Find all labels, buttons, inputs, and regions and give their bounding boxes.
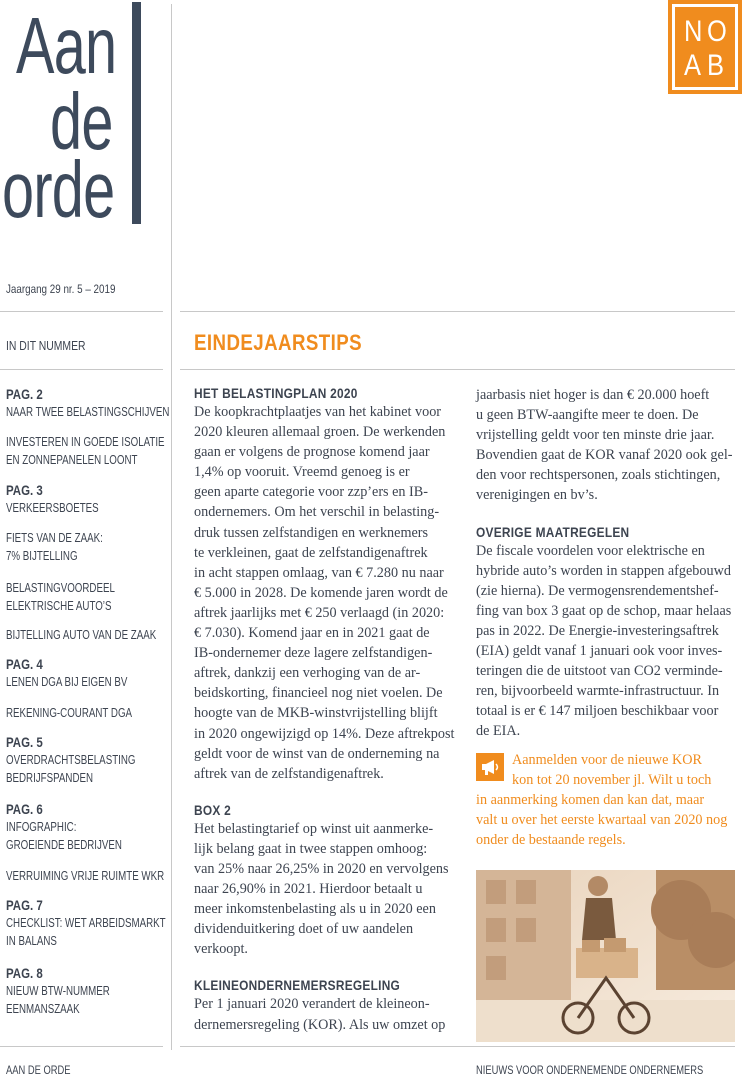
masthead-line-3: orde (2, 145, 115, 234)
column-divider (171, 4, 172, 1050)
paragraph-kor-continued (476, 385, 734, 506)
toc-entry-page-2[interactable] (6, 386, 170, 421)
callout-line: in aanmerking komen dan kan dat, maar (476, 792, 705, 809)
masthead-line-2: de (50, 77, 113, 166)
text-line: ondernemers. Om het verschil in belasting- (194, 504, 440, 521)
section-heading-belastingplan: HET BELASTINGPLAN 2020 (194, 385, 358, 401)
text-line: dernemersregeling (KOR). Als uw omzet op (194, 1016, 446, 1033)
toc-entry-wkr[interactable] (6, 867, 166, 885)
toc-entry-title: REKENING-COURANT DGA (6, 706, 133, 720)
issue-line: Jaargang 29 nr. 5 – 2019 (6, 282, 116, 296)
toc-page-number: PAG. 5 (6, 734, 43, 750)
article-column-1 (194, 384, 455, 1035)
text-line: verkoopt. (194, 941, 248, 958)
callout-line: valt u over het eerste kwartaal van 2020 nog (476, 812, 728, 829)
toc-page-number: PAG. 4 (6, 656, 43, 672)
text-line: den voor rechtspersonen, zoals stichtingen, (476, 467, 721, 484)
main-rule-mid (180, 369, 735, 370)
text-line: u geen BTW-aangifte meer te doen. De (476, 407, 699, 424)
main-title: EINDEJAARSTIPS (194, 330, 363, 355)
footer-rule-left (0, 1046, 163, 1047)
footer-left: AAN DE ORDE (6, 1063, 71, 1077)
text-line: IB-ondernemer deze lagere zelfstandigen- (194, 645, 433, 662)
toc-entry-title: 7% BIJTELLING (6, 549, 78, 563)
article-column-2 (476, 385, 734, 742)
text-line: De fiscale voordelen voor elektrische en (476, 542, 705, 559)
text-line: De koopkrachtplaatjes van het kabinet voor (194, 404, 442, 420)
logo-letter-o: O (707, 15, 727, 48)
callout-line: Aanmelden voor de nieuwe KOR (512, 752, 702, 768)
text-line: ren, bijvoorbeeld warmte-infrastructuur. In (476, 683, 720, 700)
section-heading-kor: KLEINEONDERNEMERSREGELING (194, 977, 401, 994)
main-rule-top (180, 311, 735, 312)
toc-entry-rekening-courant[interactable] (6, 704, 166, 722)
text-line: lijk belang gaat in twee stappen omhoog: (194, 840, 428, 857)
noab-logo (672, 4, 738, 90)
toc-entry-page-4[interactable] (6, 656, 166, 691)
toc-entry-title: BIJTELLING AUTO VAN DE ZAAK (6, 628, 157, 642)
text-line: geldt voor de winst van de onderneming na (194, 745, 440, 762)
text-line: in acht stappen omlaag, van € 7.280 nu naar (194, 564, 444, 581)
text-line: totaal is er € 147 miljoen beschikbaar voor (476, 703, 719, 720)
text-line: aftrek jaarlijks met € 250 verlaagd (in 2020: (194, 604, 445, 621)
toc-entry-title: VERRUIMING VRIJE RUIMTE WKR (6, 869, 165, 883)
text-line: de EIA. (476, 723, 521, 740)
paragraph-box2 (194, 819, 452, 960)
text-line: van 25% naar 26,25% in 2020 en vervolgens (194, 860, 449, 877)
text-line: druk tussen zelfstandigen en werknemers (194, 524, 429, 541)
paragraph-kor (194, 994, 452, 1034)
text-line: teringen die de uitstoot van CO2 verminde- (476, 663, 723, 680)
footer-rule-right (180, 1046, 735, 1047)
toc-entry-title: VERKEERSBOETES (6, 501, 99, 515)
toc-entry-page-6[interactable] (6, 801, 166, 854)
toc-entry-title: EN ZONNEPANELEN LOONT (6, 453, 138, 467)
text-line: hoogte van de MKB-winstvrijstelling blijft (194, 705, 438, 722)
toc-entry-title: NAAR TWEE BELASTINGSCHIJVEN (6, 405, 170, 419)
text-line: aftrek van de zelfstandigenaftrek. (194, 765, 384, 782)
text-line: Het belastingtarief op winst uit aanmerke- (194, 820, 434, 837)
paragraph-belastingplan (194, 402, 455, 784)
text-line: vrijstelling geldt voor ten minste drie jaar. (476, 427, 715, 444)
text-line: te verkleinen, gaat de zelfstandigenaftrek (194, 544, 428, 561)
toc-entry-title: CHECKLIST: WET ARBEIDSMARKT (6, 916, 166, 930)
toc-entry-title: NIEUW BTW-NUMMER (6, 984, 110, 998)
text-line: aftrek, dankzij een verhoging van de ar- (194, 665, 421, 682)
masthead-bar (132, 2, 141, 224)
text-line: € 7.030). Komend jaar en in 2021 gaat de (194, 625, 430, 642)
toc-entry-bijtelling-auto[interactable] (6, 626, 166, 644)
text-line: geen aparte categorie voor zzp’ers en IB- (194, 484, 428, 501)
text-line: meer inkomstenbelasting als u in 2020 een (194, 901, 436, 918)
toc-entry-title: OVERDRACHTSBELASTING (6, 753, 136, 767)
toc-entry-page-7[interactable] (6, 897, 166, 950)
toc-entry-title: BELASTINGVOORDEEL (6, 581, 115, 595)
sidebar-rule-mid (0, 369, 163, 370)
sidebar-heading: IN DIT NUMMER (6, 338, 86, 353)
text-line: gaan er volgens de prognose komend jaar (194, 444, 430, 461)
toc-page-number: PAG. 7 (6, 897, 43, 913)
text-line: fing van box 3 gaat op de schop, maar helaas (476, 602, 732, 619)
text-line: in 2020 ongewijzigd op 14%. Deze aftrekpost (194, 725, 455, 742)
sidebar-rule-top (0, 311, 163, 312)
toc-entry-title: FIETS VAN DE ZAAK: (6, 531, 103, 545)
toc-entry-fiets[interactable] (6, 529, 166, 565)
toc-entry-title: IN BALANS (6, 934, 57, 948)
toc-entry-isolatie[interactable] (6, 433, 166, 469)
toc-entry-elektrische-autos[interactable] (6, 579, 166, 615)
toc-entry-title: INFOGRAPHIC: (6, 820, 77, 834)
cargo-bike-photo (476, 870, 735, 1042)
text-line: verenigingen en bv’s. (476, 487, 598, 504)
text-line: (zie hierna). De vermogensrendementshef- (476, 582, 719, 599)
toc-entry-page-8[interactable] (6, 965, 166, 1018)
toc-page-number: PAG. 6 (6, 801, 43, 817)
toc-entry-title: EENMANSZAAK (6, 1002, 80, 1016)
masthead (0, 0, 160, 234)
text-line: (EIA) geldt vanaf 1 januari ook voor inves- (476, 643, 723, 660)
text-line: jaarbasis niet hoger is dan € 20.000 hoeft (476, 387, 710, 403)
text-line: Per 1 januari 2020 verandert de kleineon- (194, 996, 430, 1013)
toc-entry-page-5[interactable] (6, 734, 166, 787)
text-line: € 5.000 in 2028. De komende jaren wordt de (194, 584, 448, 601)
text-line: hybride auto’s worden in stappen afgebouwd (476, 562, 731, 579)
toc-entry-page-3[interactable] (6, 482, 166, 517)
toc-entry-title: GROEIENDE BEDRIJVEN (6, 838, 122, 852)
text-line: 1,4% op vooruit. Vreemd genoeg is er (194, 464, 410, 481)
toc-page-number: PAG. 3 (6, 482, 43, 498)
text-line: 2020 kleuren allemaal groen. De werkenden (194, 424, 446, 441)
paragraph-overige (476, 541, 734, 742)
logo-letter-a: A (684, 49, 702, 82)
text-line: beidskorting, financieel nog niet voelen. De (194, 685, 443, 702)
callout-text (476, 750, 741, 850)
toc-entry-title: INVESTEREN IN GOEDE ISOLATIE (6, 435, 165, 449)
callout-line: onder de bestaande regels. (476, 832, 626, 849)
toc-entry-title: LENEN DGA BIJ EIGEN BV (6, 675, 128, 689)
section-heading-box2: BOX 2 (194, 801, 231, 818)
toc-entry-title: BEDRIJFSPANDEN (6, 771, 94, 785)
logo-letter-b: B (707, 49, 725, 82)
text-line: Bovendien gaat de KOR vanaf 2020 ook gel- (476, 447, 733, 464)
footer-right: NIEUWS VOOR ONDERNEMENDE ONDERNEMERS (476, 1063, 704, 1077)
toc-page-number: PAG. 2 (6, 386, 43, 402)
logo-letter-n: N (684, 15, 703, 48)
text-line: dividenduitkering doet of uw aandelen (194, 921, 414, 938)
masthead-line-1: Aan (16, 1, 117, 90)
section-heading-overige: OVERIGE MAATREGELEN (476, 523, 630, 540)
text-line: pas in 2022. De Energie-investeringsaftrek (476, 622, 719, 639)
toc-entry-title: ELEKTRISCHE AUTO’S (6, 599, 112, 613)
callout-line: kon tot 20 november jl. Wilt u toch (512, 772, 712, 789)
text-line: naar 26,90% in 2021. Hierdoor betaalt u (194, 881, 423, 898)
toc-page-number: PAG. 8 (6, 965, 43, 981)
